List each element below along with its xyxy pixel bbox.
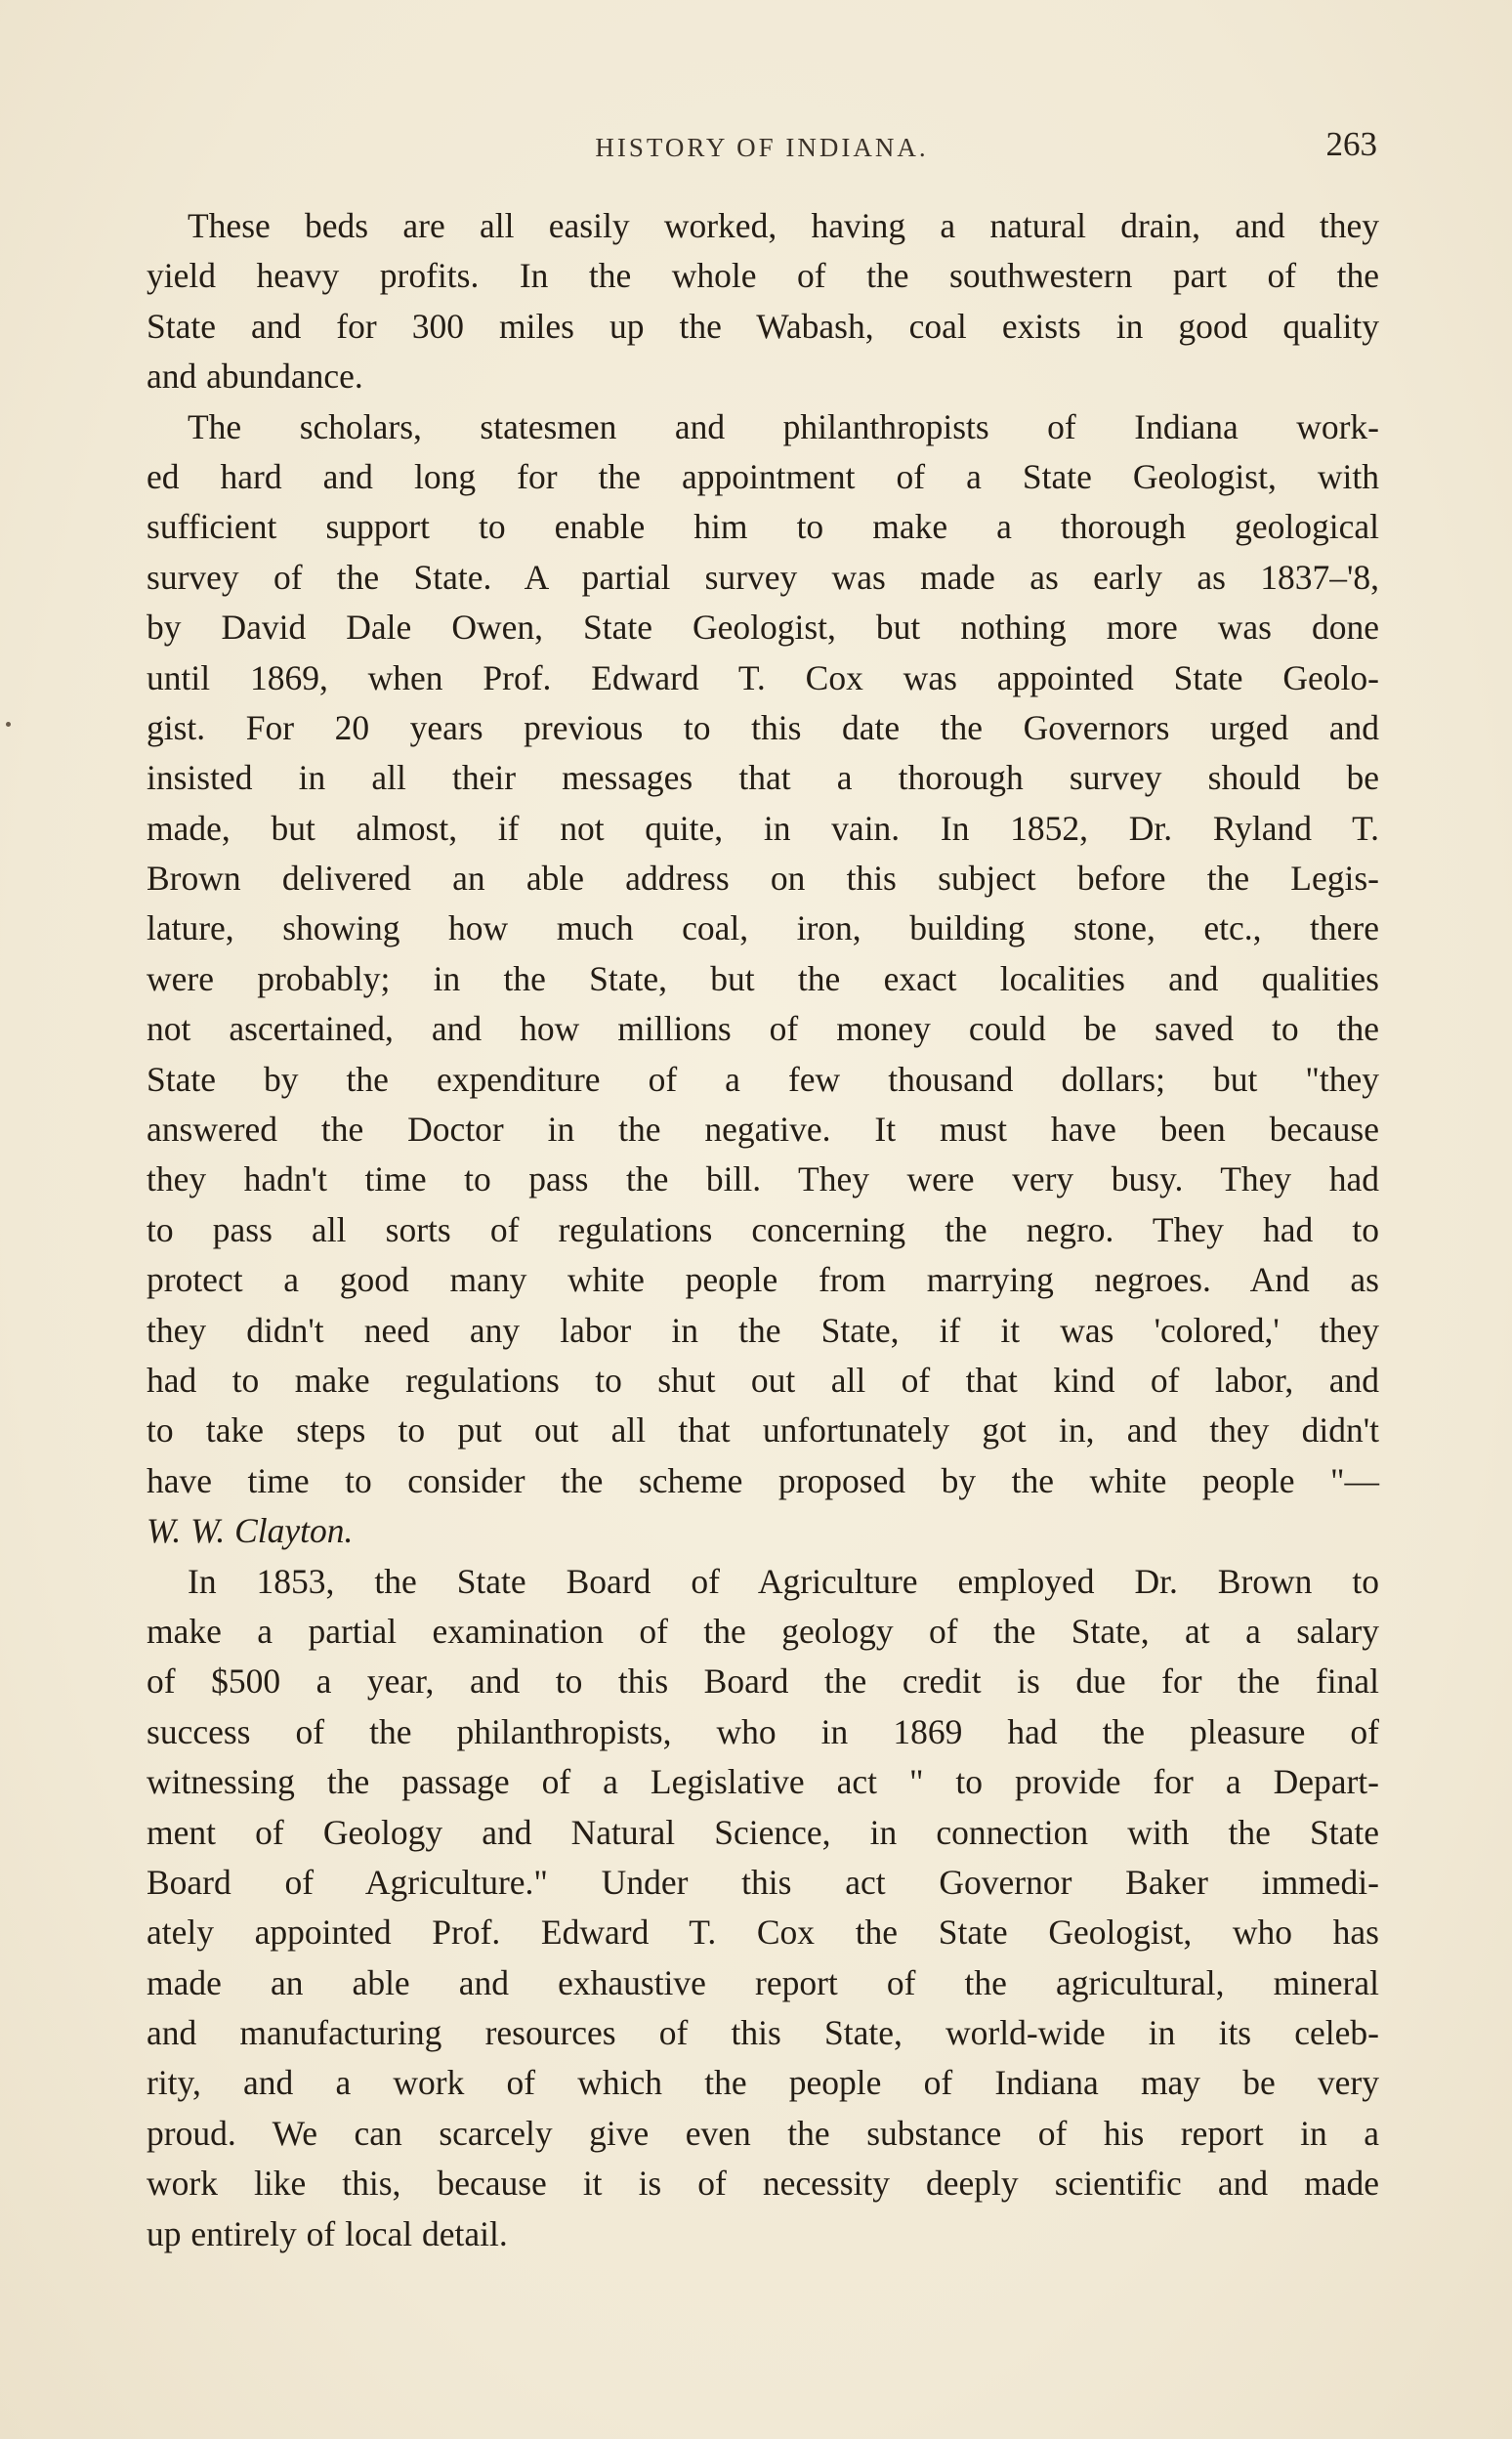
text-line: of $500 a year, and to this Board the credit is due for the final: [147, 1661, 1379, 1702]
text-line: protect a good many white people from marrying negroes. And as: [147, 1260, 1379, 1300]
text-line: sufficient support to enable him to make a thorough geological: [147, 507, 1379, 547]
text-line: made, but almost, if not quite, in vain. In 1852, Dr. Ryland T.: [147, 808, 1379, 848]
text-line: they hadn't time to pass the bill. They were very busy. They had: [147, 1159, 1379, 1199]
text-line: Brown delivered an able address on this subject before the Legis-: [147, 859, 1379, 899]
text-line: Board of Agriculture." Under this act Governor Baker immedi-: [147, 1862, 1379, 1902]
running-head: [147, 125, 1377, 174]
text-line: to take steps to put out all that unfortunately got in, and they didn't: [147, 1410, 1379, 1451]
running-title: HISTORY OF INDIANA.: [595, 133, 929, 162]
text-line: have time to consider the scheme proposed by the white people "—: [147, 1460, 1379, 1500]
page-number: 263: [1325, 125, 1377, 163]
text-line: witnessing the passage of a Legislative act " to provide for a Depart-: [147, 1762, 1379, 1802]
text-line: answered the Doctor in the negative. It must have been because: [147, 1110, 1379, 1150]
text-line: insisted in all their messages that a thorough survey should be: [147, 758, 1379, 798]
body-text: [147, 201, 1379, 2259]
text-line: survey of the State. A partial survey was made as early as 1837–'8,: [147, 557, 1379, 597]
text-line: until 1869, when Prof. Edward T. Cox was appointed State Geolo-: [147, 657, 1379, 697]
quote-attribution: W. W. Clayton.: [147, 1511, 354, 1551]
text-line: had to make regulations to shut out all of that kind of labor, and: [147, 1360, 1379, 1400]
text-line: by David Dale Owen, State Geologist, but nothing more was done: [147, 608, 1379, 648]
text-line: they didn't need any labor in the State, if it was 'colored,' they: [147, 1310, 1379, 1350]
text-line: were probably; in the State, but the exact localities and qualities: [147, 958, 1379, 998]
text-line: ment of Geology and Natural Science, in connection with the State: [147, 1812, 1379, 1852]
text-line: not ascertained, and how millions of money could be saved to the: [147, 1009, 1379, 1049]
text-line: proud. We can scarcely give even the substance of his report in a: [147, 2113, 1379, 2153]
text-line: ately appointed Prof. Edward T. Cox the State Geologist, who has: [147, 1913, 1379, 1953]
paragraph-state-board: [147, 1557, 1379, 2259]
text-line: State and for 300 miles up the Wabash, coal exists in good quality: [147, 306, 1379, 346]
text-line: ed hard and long for the appointment of a State Geologist, with: [147, 456, 1379, 496]
text-line: lature, showing how much coal, iron, building stone, etc., there: [147, 908, 1379, 948]
paragraph-coal: [147, 201, 1379, 402]
text-line: State by the expenditure of a few thousand dollars; but "they: [147, 1059, 1379, 1099]
margin-speck: [6, 722, 11, 727]
text-line: made an able and exhaustive report of the agricultural, mineral: [147, 1962, 1379, 2002]
text-line: yield heavy profits. In the whole of the southwestern part of the: [147, 256, 1379, 296]
text-line: In 1853, the State Board of Agriculture employed Dr. Brown to: [188, 1561, 1379, 1601]
text-line: success of the philanthropists, who in 1869 had the pleasure of: [147, 1711, 1379, 1751]
text-line: up entirely of local detail.: [147, 2213, 508, 2253]
text-line: and abundance.: [147, 357, 363, 397]
text-line: and manufacturing resources of this State, world-wide in its celeb-: [147, 2013, 1379, 2053]
text-line: make a partial examination of the geology of the State, at a salary: [147, 1611, 1379, 1651]
text-line: work like this, because it is of necessity deeply scientific and made: [147, 2164, 1379, 2204]
text-line: to pass all sorts of regulations concerning the negro. They had to: [147, 1209, 1379, 1249]
text-line: The scholars, statesmen and philanthropists of Indiana work-: [188, 406, 1379, 446]
text-line: gist. For 20 years previous to this date the Governors urged and: [147, 707, 1379, 747]
paragraph-geological-survey: [147, 402, 1379, 1557]
text-line: rity, and a work of which the people of Indiana may be very: [147, 2063, 1379, 2103]
text-line: These beds are all easily worked, having a natural drain, and they: [188, 206, 1379, 245]
